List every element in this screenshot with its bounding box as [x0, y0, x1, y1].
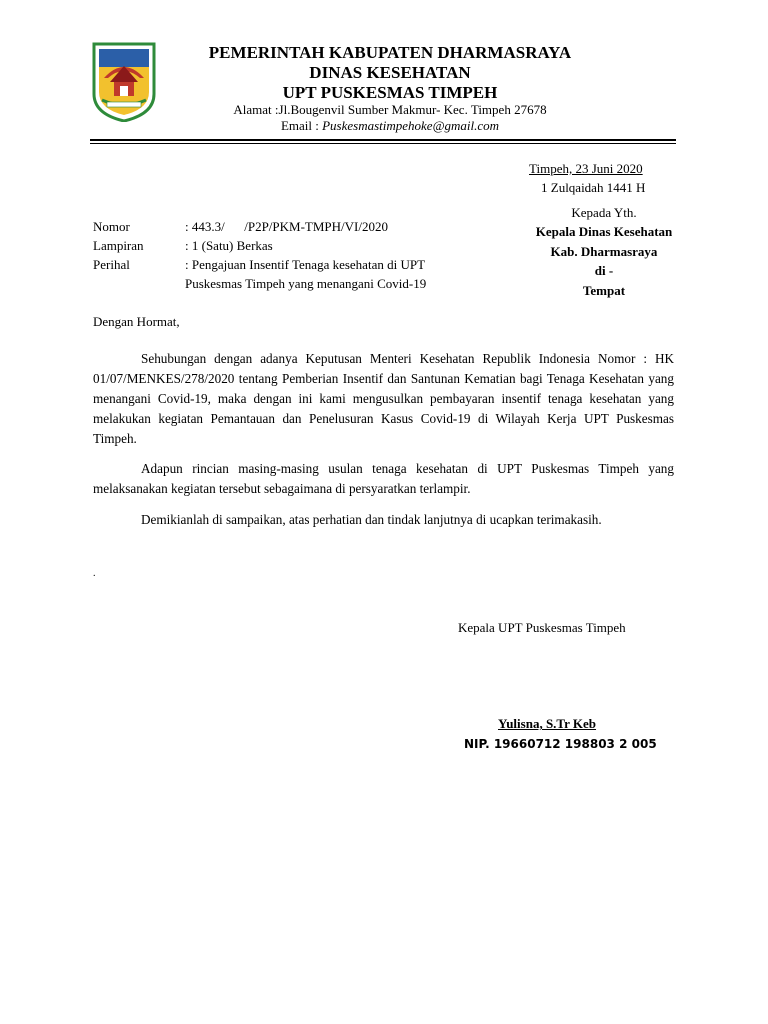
letterhead-government: PEMERINTAH KABUPATEN DHARMASRAYA	[208, 43, 572, 62]
recipient-region: Kab. Dharmasraya	[550, 244, 658, 259]
perihal-value-line1: : Pengajuan Insentif Tenaga kesehatan di UPT	[185, 257, 426, 272]
paragraph-3: Demikianlah di sampaikan, atas perhatian dan tindak lanjutnya di ucapkan terimakasih.	[141, 512, 602, 527]
letterhead-rule-thick	[90, 139, 676, 141]
letter-date: Timpeh, 23 Juni 2020	[529, 161, 643, 176]
letterhead-address: Alamat :Jl.Bougenvil Sumber Makmur- Kec. Timpeh 27678	[233, 102, 547, 117]
letterhead-unit: UPT PUSKESMAS TIMPEH	[282, 83, 498, 102]
paragraph-2: Adapun rincian masing-masing usulan tenaga kesehatan di UPT Puskesmas Timpeh yang melaksanakan kegiatan tersebut sebagaimana di persyaratkan terlampir.	[93, 461, 674, 496]
regency-emblem-logo	[90, 42, 158, 122]
recipient-place: Tempat	[582, 283, 626, 298]
letterhead-rule-thin	[90, 143, 676, 144]
email-value: Puskesmastimpehoke@gmail.com	[322, 118, 500, 133]
perihal-value-line2: Puskesmas Timpeh yang menangani Covid-19	[185, 276, 427, 291]
hijri-date: 1 Zulqaidah 1441 H	[541, 180, 646, 195]
paragraph-1: Sehubungan dengan adanya Keputusan Menteri Kesehatan Republik Indonesia Nomor : HK 01/07/MENKES/278/2020 tentang Pemberian Insentif dan Santunan Kematian bagi Tenaga Kesehatan yang menangani Covid-19, maka dengan ini kami mengusulkan pembayaran insentif tenaga kesehatan yang melakukan kegiatan Pemantauan dan Penelusuran Kasus Covid-19 di Wilayah Kerja UPT Puskesmas Timpeh.	[93, 351, 674, 446]
lampiran-label: Lampiran	[93, 238, 144, 253]
recipient-at: di -	[594, 263, 614, 278]
nomor-value: : 443.3/ /P2P/PKM-TMPH/VI/2020	[185, 219, 388, 234]
perihal-label: Perihal	[93, 257, 130, 272]
letterhead-department: DINAS KESEHATAN	[309, 63, 471, 82]
signature-nip: NIP. 19660712 198803 2 005	[464, 737, 657, 751]
email-label: Email :	[280, 118, 323, 133]
nomor-label: Nomor	[93, 219, 130, 234]
signature-name: Yulisna, S.Tr Keb	[498, 716, 597, 731]
stray-dot: .	[93, 568, 96, 579]
recipient-greeting: Kepada Yth.	[571, 205, 637, 220]
salutation: Dengan Hormat,	[93, 314, 180, 329]
recipient-name: Kepala Dinas Kesehatan	[535, 224, 673, 239]
signature-title: Kepala UPT Puskesmas Timpeh	[458, 620, 626, 635]
letterhead-email	[160, 118, 620, 134]
lampiran-value: : 1 (Satu) Berkas	[185, 238, 273, 253]
